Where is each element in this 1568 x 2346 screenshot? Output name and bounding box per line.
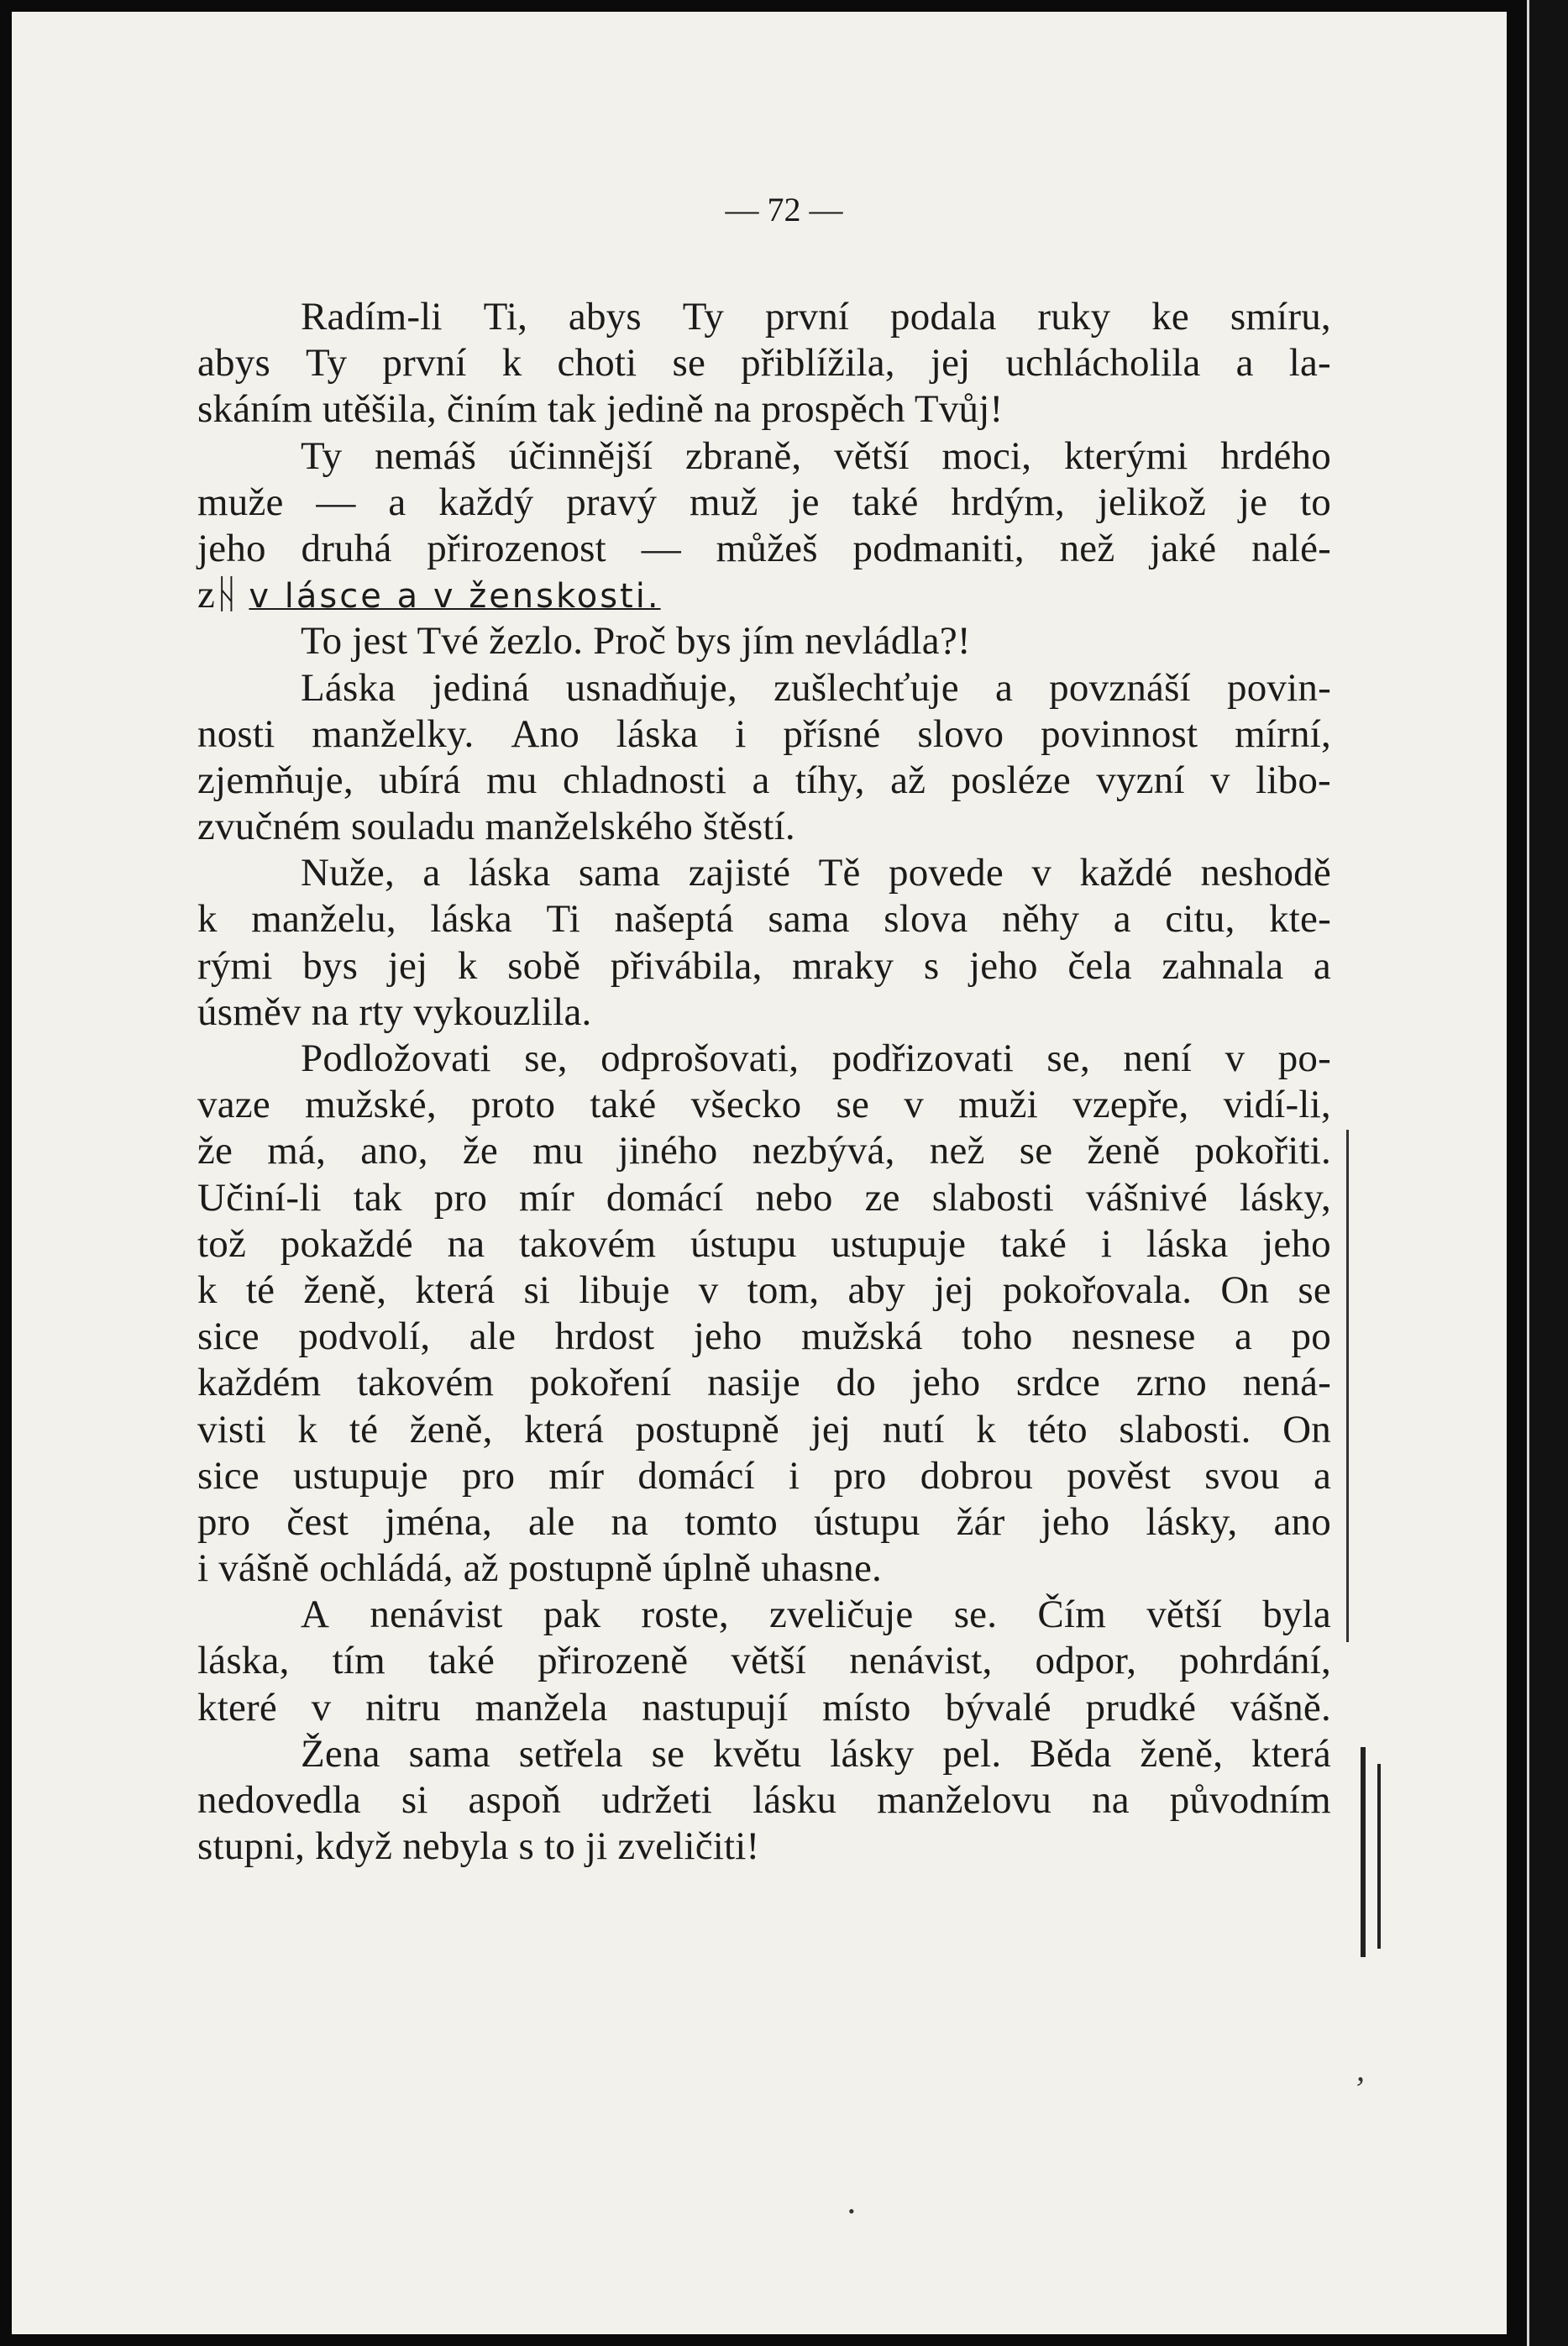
stray-ink-mark: • [848, 2201, 855, 2222]
text-line: i vášně ochládá, až postupně úplně uhasne. [197, 1546, 882, 1591]
text-line: sice podvolí, ale hrdost jeho mužská toho nesnese a po [197, 1315, 1331, 1359]
text-line: Učiní-li tak pro mír domácí nebo ze slabosti vášnivé lásky, [197, 1175, 1331, 1220]
text-line: nedovedla si aspoň udržeti lásku manželovu na původním [197, 1778, 1331, 1822]
text-line: Žena sama setřela se květu lásky pel. Běda ženě, která [301, 1731, 1331, 1776]
text-line: Radím-li Ti, abys Ty první podala ruky ke smíru, [301, 295, 1331, 339]
text-line: Ty nemáš účinnější zbraně, větší moci, kterými hrdého [301, 433, 1331, 478]
text-line-prefix: zᚺ [197, 573, 249, 617]
text-line: tož pokaždé na takovém ústupu ustupuje také i láska jeho [197, 1221, 1331, 1266]
text-line: To jest Tvé žezlo. Proč bys jím nevládla?! [301, 619, 971, 664]
text-line [197, 572, 1331, 618]
text-line: A nenávist pak roste, zveličuje se. Čím větší byla [301, 1593, 1331, 1637]
text-line: nosti manželky. Ano láska i přísné slovo povinnost mírní, [197, 711, 1331, 756]
text-line: Podložovati se, odprošovati, podřizovati se, není v po- [301, 1037, 1331, 1080]
text-line: stupni, když nebyla s to ji zveličiti! [197, 1824, 760, 1869]
text-line: láska, tím také přirozeně větší nenávist, odpor, pohrdání, [197, 1639, 1331, 1683]
text-line: zvučném souladu manželského štěstí. [197, 805, 795, 849]
text-line: skáním utěšila, činím tak jedině na prospěch Tvůj! [197, 387, 1004, 432]
text-line: Nuže, a láska sama zajisté Tě povede v každé neshodě [301, 851, 1331, 895]
body-text [197, 294, 1331, 1870]
text-line: že má, ano, že mu jiného nezbývá, než se ženě pokořiti. [197, 1129, 1331, 1173]
page-number: — 72 — [725, 191, 843, 228]
text-line-emphasis: v lásce a v ženskosti. [249, 577, 661, 617]
text-line: k té ženě, která si libuje v tom, aby jej pokořovala. On se [197, 1267, 1331, 1312]
text-line: muže — a každý pravý muž je také hrdým, jelikož je to [197, 480, 1331, 524]
text-line: vaze mužské, proto také všecko se v muži vzepře, vidí-li, [197, 1083, 1331, 1127]
text-line: pro čest jména, ale na tomto ústupu žár jeho lásky, ano [197, 1499, 1331, 1544]
text-line: abys Ty první k choti se přiblížila, jej uchlácholila a la- [197, 341, 1331, 386]
text-line: jeho druhá přirozenost — můžeš podmaniti, než jaké nalé- [197, 526, 1331, 570]
stray-ink-mark: , [1356, 2050, 1365, 2088]
text-line: každém takovém pokoření nasije do jeho srdce zrno nená- [197, 1361, 1331, 1405]
text-line: Láska jediná usnadňuje, zušlechťuje a povznáší povin- [301, 665, 1331, 710]
scan-artifact-bracket [1346, 1130, 1349, 1642]
scan-border [1529, 0, 1568, 2346]
text-line: sice ustupuje pro mír domácí i pro dobrou pověst svou a [197, 1453, 1331, 1498]
text-line: visti k té ženě, která postupně jej nutí k této slabosti. On [197, 1407, 1331, 1451]
text-line: úsměv na rty vykouzlila. [197, 989, 592, 1034]
text-line: které v nitru manžela nastupují místo bývalé prudké vášně. [197, 1685, 1331, 1729]
text-line: zjemňuje, ubírá mu chladnosti a tíhy, až posléze vyzní v libo- [197, 758, 1331, 802]
text-line: k manželu, láska Ti našeptá sama slova něhy a citu, kte- [197, 897, 1331, 942]
scan-artifact-bracket [1361, 1747, 1366, 1957]
scan-artifact-bracket [1377, 1764, 1381, 1949]
text-line: rými bys jej k sobě přivábila, mraky s jeho čela zahnala a [197, 943, 1331, 988]
